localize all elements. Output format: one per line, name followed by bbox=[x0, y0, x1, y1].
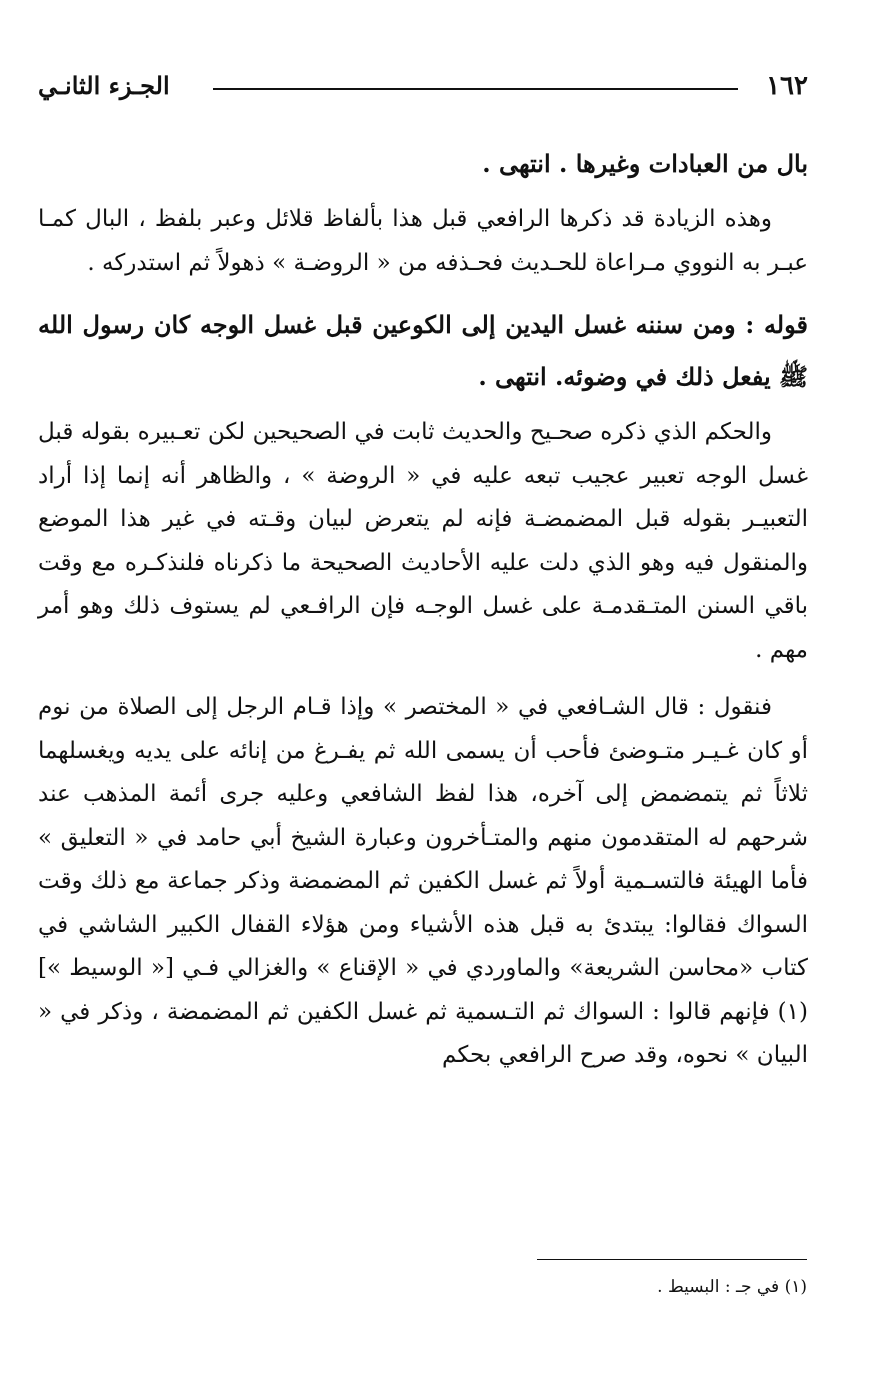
footnote: (١) في جـ : البسيط . bbox=[657, 1277, 807, 1297]
commentary-paragraph: فنقول : قال الشـافعي في « المختصر » وإذا قـام الرجل إلى الصلاة من نوم أو كان غـيـر متـوضئ فأحب أن يسمى الله ثم يفـرغ من إنائه على يديه ويغسلهما ثلاثاً ثم يتمضمض إلى آخره، هذا لفظ الشافعي وعليه جرى أئمة المذهب عند شرحهم له المتقدمون منهم والمتـأخرون وعبارة الشيخ أبي حامد في « التعليق » فأما الهيئة فالتسـمية أولاً ثم غسل الكفين ثم المضمضة وذكر جماعة مع ذلك وقت السواك فقالوا: يبتدئ به قبل هذه الأشياء ومن هؤلاء القفال الكبير الشاشي في كتاب «محاسن الشريعة» والماوردي في « الإقناع » والغزالي فـي [« الوسيط »](١) فإنهم قالوا : السواك ثم التـسمية ثم غسل الكفين ثم المضمضة ، وذكر في « البيان » نحوه، وقد صرح الرافعي بحكم bbox=[38, 694, 808, 1068]
page-number: ١٦٢ bbox=[766, 71, 808, 101]
header-rule bbox=[213, 88, 738, 90]
quote-continuation: بال من العبادات وغيرها . انتهى . bbox=[482, 149, 808, 178]
commentary-paragraph: والحكم الذي ذكره صحـيح والحديث ثابت في الصحيحين لكن تعـبيره بقوله قبل غسل الوجه تعبير عجيب تبعه عليه في « الروضة » ، والظاهر أنه إنما إذا أراد التعبيـر بقوله قبل المضمضـة فإنه لم يتعرض لبيان وقـته في غير هذا الموضع والمنقول فيه وهو الذي دلت عليه الأحاديث الصحيحة ما ذكرناه فلنذكـره مع وقت باقي السنن المتـقدمـة على غسل الوجـه فإن الرافـعي لم يستوف ذلك وهو أمر مهم . bbox=[38, 419, 808, 663]
quote-paragraph: قوله : ومن سننه غسل اليدين إلى الكوعين قبل غسل الوجه كان رسول الله ﷺ يفعل ذلك في وضوئه. انتهى . bbox=[38, 310, 808, 391]
running-title: الجـزء الثانـي bbox=[38, 71, 170, 100]
commentary-paragraph: وهذه الزيادة قد ذكرها الرافعي قبل هذا بألفاظ قلائل وعبر بلفظ ، البال كمـا عبـر به النووي مـراعاة للحـديث فحـذفه من « الروضـة » ذهولاً ثم استدركه . bbox=[38, 206, 808, 276]
page-header bbox=[38, 66, 808, 106]
footnote-rule bbox=[537, 1259, 807, 1260]
page-body bbox=[38, 138, 808, 1078]
